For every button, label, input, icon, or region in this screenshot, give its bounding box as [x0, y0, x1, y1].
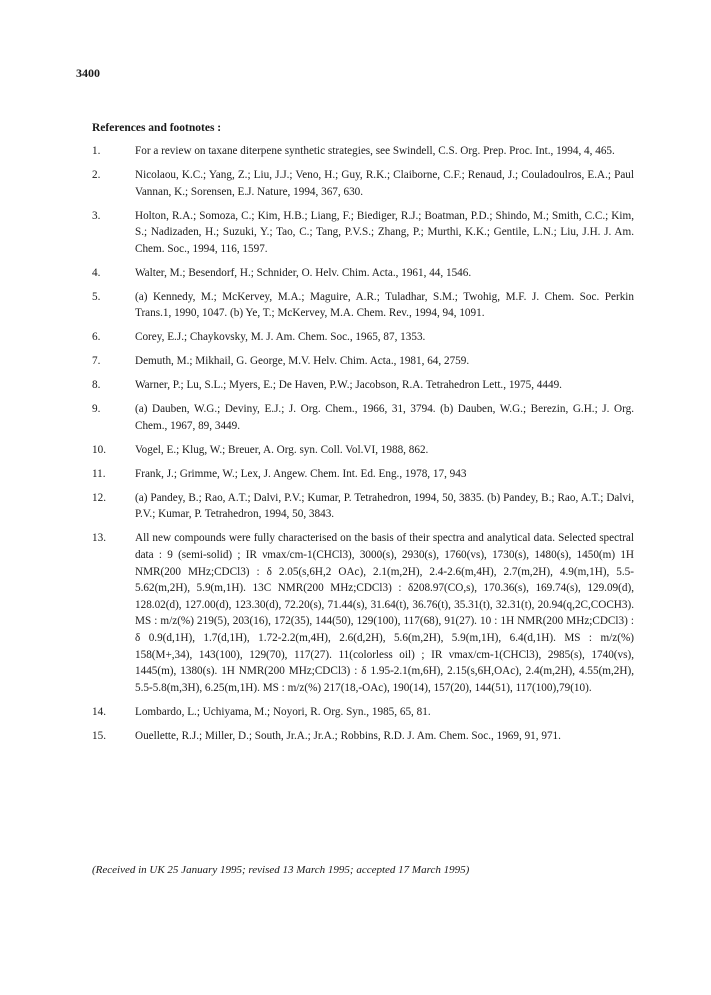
reference-text: Holton, R.A.; Somoza, C.; Kim, H.B.; Liang, F.; Biediger, R.J.; Boatman, P.D.; Shindo, M.; Smith, C.C.; Kim, S.; Nadizaden, H.; Suzuki, Y.; Tao, C.; Tang, P.V.S.; Zhang, P.; Murthi, K.K.; Gentile, L.N.; Liu, J.H. J. Am. Chem. Soc., 1994, 116, 1597. — [135, 209, 634, 255]
reference-number: 15. — [92, 729, 106, 742]
reference-item — [92, 442, 634, 459]
reference-text: Vogel, E.; Klug, W.; Breuer, A. Org. syn. Coll. Vol.VI, 1988, 862. — [135, 443, 429, 456]
reference-item — [92, 490, 634, 523]
reference-number: 14. — [92, 705, 106, 718]
reference-text: Nicolaou, K.C.; Yang, Z.; Liu, J.J.; Veno, H.; Guy, R.K.; Claiborne, C.F.; Renaud, J.; Couladoulros, E.A.; Paul Vannan, K.; Sorensen, E.J. Nature, 1994, 367, 630. — [135, 168, 634, 198]
reference-text: Corey, E.J.; Chaykovsky, M. J. Am. Chem. Soc., 1965, 87, 1353. — [135, 331, 426, 344]
reference-number: 10. — [92, 443, 106, 456]
reference-number: 12. — [92, 491, 106, 504]
reference-item — [92, 289, 634, 322]
reference-item — [92, 401, 634, 434]
reference-number: 5. — [92, 290, 101, 303]
reference-item — [92, 329, 634, 346]
reference-number: 3. — [92, 209, 101, 222]
reference-number: 1. — [92, 145, 101, 157]
reference-text: (a) Kennedy, M.; McKervey, M.A.; Maguire, A.R.; Tuladhar, S.M.; Twohig, M.F. J. Chem. Soc. Perkin Trans.1, 1990, 1047. (b) Ye, T.; McKervey, M.A. Chem. Rev., 1994, 94, 1091. — [135, 290, 634, 320]
reference-item — [92, 466, 634, 483]
reference-text: Demuth, M.; Mikhail, G. George, M.V. Helv. Chim. Acta., 1981, 64, 2759. — [135, 355, 470, 368]
reference-item — [92, 353, 634, 370]
reference-item — [92, 728, 634, 745]
reference-text: Ouellette, R.J.; Miller, D.; South, Jr.A.; Jr.A.; Robbins, R.D. J. Am. Chem. Soc., 1969, 91, 971. — [135, 729, 561, 742]
reference-item — [92, 143, 634, 160]
received-dates-note: (Received in UK 25 January 1995; revised 13 March 1995; accepted 17 March 1995) — [92, 864, 470, 876]
reference-number: 4. — [92, 266, 101, 279]
reference-item — [92, 167, 634, 200]
page-number: 3400 — [76, 66, 100, 80]
reference-item — [92, 208, 634, 258]
reference-number: 11. — [92, 467, 106, 480]
reference-number: 9. — [92, 403, 101, 416]
reference-number: 8. — [92, 379, 101, 392]
reference-item — [92, 265, 634, 282]
reference-text: (a) Pandey, B.; Rao, A.T.; Dalvi, P.V.; Kumar, P. Tetrahedron, 1994, 50, 3835. (b) Pandey, B.; Rao, A.T.; Dalvi, P.V.; Kumar, P. Tetrahedron, 1994, 50, 3843. — [135, 491, 634, 521]
reference-item — [92, 704, 634, 721]
reference-item — [92, 530, 634, 696]
reference-number: 2. — [92, 168, 101, 181]
reference-text: Walter, M.; Besendorf, H.; Schnider, O. Helv. Chim. Acta., 1961, 44, 1546. — [135, 266, 472, 279]
reference-text: All new compounds were fully characterised on the basis of their spectra and analytical data. Selected spectral data : 9 (semi-solid) ; IR νmax/cm-1(CHCl3), 3000(s), 2930(s), 1760(vs), 1730(s), 1480(s), 1450(m) 1H NMR(200 MHz;CDCl3) : δ 2.05(s,6H,2 OAc), 2.1(m,2H), 2.4-2.6(m,4H), 2.7(m,2H), 4.9(m,1H), 5.5-5.62(m,2H), 5.9(m,1H). 13C NMR(200 MHz;CDCl3) : δ208.97(CO,s), 170.36(s), 169.74(s), 129.09(d), 128.02(d), 127.00(d), 123.30(d), 72.20(s), 71.44(s), 31.64(t), 36.76(t), 35.31(t), 32.31(t), 20.94(q,2C,COCH3). MS : m/z(%) 219(5), 203(16), 172(35), 144(50), 129(100), 117(68), 91(27). 10 : 1H NMR(200 MHz;CDCl3) : δ 0.9(d,1H), 1.7(d,1H), 1.72-2.2(m,4H), 2.6(d,2H), 5.6(m,2H), 5.9(m,1H), 6.4(d,1H). MS : m/z(%) 158(M+,34), 143(100), 129(70), 117(27). 11(colorless oil) ; IR νmax/cm-1(CHCl3), 2985(s), 1740(vs), 1445(m), 1380(s). 1H NMR(200 MHz;CDCl3) : δ 1.95-2.1(m,6H), 2.15(s,6H,OAc), 2.4(m,2H), 4.55(m,2H), 5.5-5.8(m,3H), 6.25(m,1H). MS : m/z(%) 217(18,-OAc), 190(14), 157(20), 144(51), 117(100),79(10). — [135, 532, 634, 694]
reference-number: 7. — [92, 355, 101, 368]
reference-text: Lombardo, L.; Uchiyama, M.; Noyori, R. Org. Syn., 1985, 65, 81. — [135, 705, 431, 718]
reference-number: 6. — [92, 331, 101, 344]
references-heading: References and footnotes : — [92, 122, 222, 134]
reference-list — [92, 143, 634, 752]
reference-text: For a review on taxane diterpene synthetic strategies, see Swindell, C.S. Org. Prep. Proc. Int., 1994, 4, 465. — [135, 145, 615, 157]
reference-item — [92, 377, 634, 394]
reference-text: (a) Dauben, W.G.; Deviny, E.J.; J. Org. Chem., 1966, 31, 3794. (b) Dauben, W.G.; Berezin, G.H.; J. Org. Chem., 1967, 89, 3449. — [135, 403, 634, 432]
reference-number: 13. — [92, 532, 106, 545]
reference-text: Warner, P.; Lu, S.L.; Myers, E.; De Haven, P.W.; Jacobson, R.A. Tetrahedron Lett., 1975, 4449. — [135, 379, 562, 392]
reference-text: Frank, J.; Grimme, W.; Lex, J. Angew. Chem. Int. Ed. Eng., 1978, 17, 943 — [135, 467, 467, 480]
